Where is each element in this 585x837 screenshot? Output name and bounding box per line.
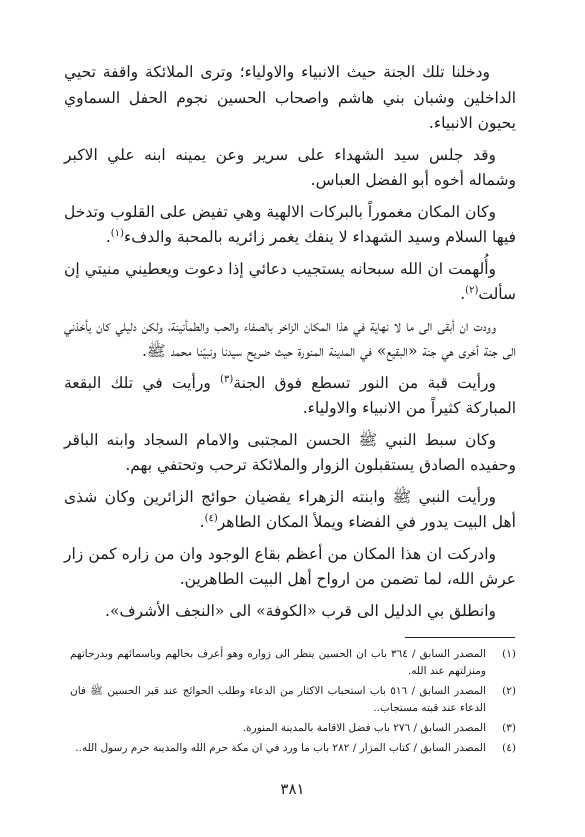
footnote-number: (٢) — [502, 685, 516, 697]
paragraph: وادركت ان هذا المكان من أعظم بقاع الوجود وان من زاره كمن زار عرش الله، لما تضمن من ارواح أهل البيت الطاهرين. — [64, 544, 516, 588]
paragraph: ورأيت النبي ﷺ وابنته الزهراء يقضيان حوائج الزائرين وكان شذى أهل البيت يدور في الفضاء ويملأ المكان الطاهر$^{(٤)}$. — [64, 487, 516, 531]
footnote-divider — [405, 637, 515, 638]
paragraph: وأُلهمت ان الله سبحانه يستجيب دعائي إذا دعوت ويعطيني منيتي إن سألت$^{(٢)}$. — [64, 259, 516, 303]
footnote-text: المصدر السابق / ٢٧٦ باب فضل الاقامة بالمدينة المنورة. — [242, 722, 486, 734]
footnotes — [70, 646, 516, 760]
footnote-item — [70, 720, 516, 737]
footnote-ref[interactable]: (١) — [110, 227, 124, 239]
footnote-ref[interactable]: (٢) — [465, 284, 479, 296]
footnote-number: (١) — [502, 648, 516, 660]
paragraph: وكان سبط النبي ﷺ الحسن المجتبى والامام السجاد وابنه الباقر وحفيده الصادق يستقبلون الزوار والملائكة ترحب وتحتفي بهم. — [64, 430, 516, 474]
footnote-text: المصدر السابق / ٣٦٤ باب ان الحسين ينظر الى زواره وهو أعرف بحالهم وباسمائهم وبدرجاتهم ومنزلتهم عند الله. — [70, 648, 486, 677]
footnote-item — [70, 646, 516, 680]
footnote-item — [70, 740, 516, 757]
footnote-item — [70, 683, 516, 717]
paragraph: وكان المكان مغموراً بالبركات الالهية وهي تفيض على القلوب وتدخل فيها السلام وسيد الشهداء لا ينفك يغمر زائريه بالمحبة والدفء$^{(١)}$. — [64, 202, 516, 246]
paragraph: ودخلنا تلك الجنة حيث الانبياء والاولياء؛ وترى الملائكة واقفة تحيي الداخلين وشبان بني هاشم واصحاب الحسين نجوم الحفل السماوي يحيون الانبياء. — [64, 63, 516, 132]
paragraph: وقد جلس سيد الشهداء على سرير وعن يمينه ابنه علي الاكبر وشماله أخوه أبو الفضل العباس. — [64, 145, 516, 189]
footnote-ref[interactable]: (٣) — [220, 373, 234, 385]
footnote-text: المصدر السابق / ٥١٦ باب استحباب الاكثار من الدعاء وطلب الحوائج عند قبر الحسين ﷺ فان الدعاء عند قبته مستجاب.. — [70, 685, 486, 714]
paragraph: وانطلق بي الدليل الى قرب «الكوفة» الى «النجف الأشرف». — [105, 601, 496, 620]
main-text — [64, 60, 516, 630]
page-number: ٣٨١ — [280, 780, 305, 798]
paragraph: ورأيت قبة من النور تسطع فوق الجنة$^{(٣)}$ ورأيت في تلك البقعة المباركة كثيراً من الانبياء والاولياء. — [64, 373, 516, 417]
footnote-text: المصدر السابق / كتاب المزار / ٢٨٢ باب ما ورد في ان مكة حرم الله والمدينة حرم رسول الله.. — [75, 742, 486, 754]
footnote-ref[interactable]: (٤) — [204, 512, 218, 524]
footnote-number: (٤) — [502, 742, 516, 754]
paragraph: وودت ان أبقى الى ما لا نهاية في هذا المكان الزاخر بالصفاء والحب والطمأنينة، ولكن دليلي كان يأخذني الى جنة أخرى هي جنة «البقيع» في المدينة المنورة حيث ضريح سيدنا ونبيّنا محمد ﷺ. — [64, 316, 516, 360]
footnote-number: (٣) — [502, 722, 516, 734]
